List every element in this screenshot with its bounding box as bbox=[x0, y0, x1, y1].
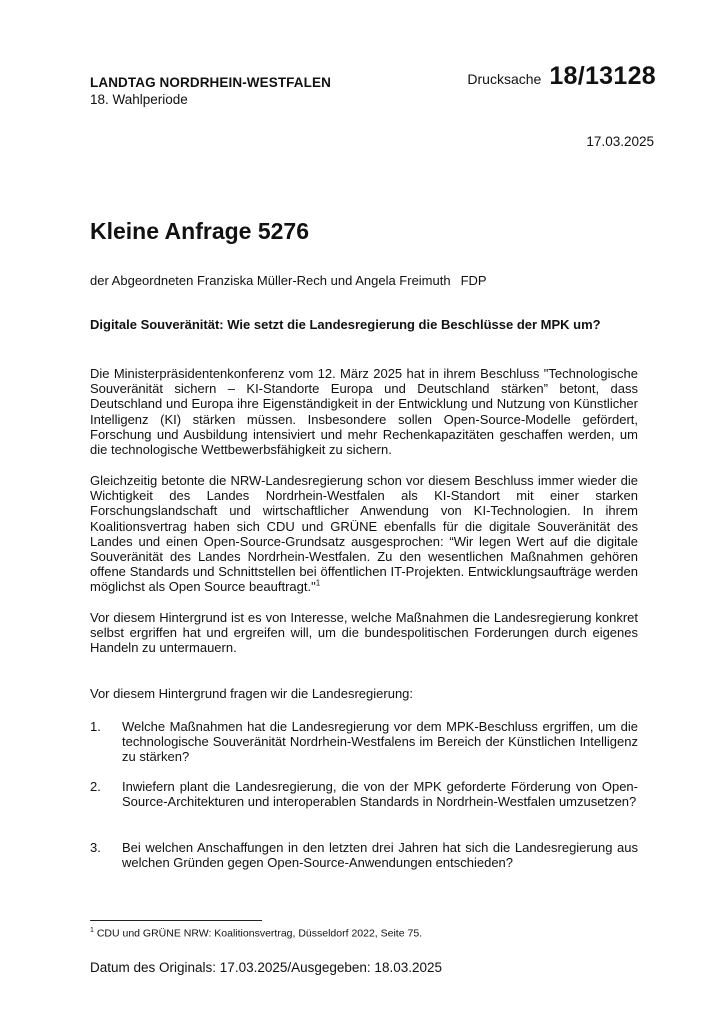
authors-text: der Abgeordneten Franziska Müller-Rech und Angela Freimuth bbox=[90, 273, 451, 288]
election-period: 18. Wahlperiode bbox=[90, 92, 188, 107]
header-left bbox=[90, 74, 331, 108]
print-label: Drucksache bbox=[467, 71, 542, 87]
paragraph-2-text: Gleichzeitig betonte die NRW-Landesregierung schon vor diesem Beschluss immer wieder die Wichtigkeit des Landes Nordrhein-Westfalen als KI-Standort mit einer starken Forschungslandschaft und wirtschaftlicher Anwendung von KI-Technologien. In ihrem Koalitionsvertrag haben sich CDU und GRÜNE ebenfalls für die digitale Souveränität des Landes und einen Open-Source-Grundsatz ausgesprochen: “Wir legen Wert auf die digitale Souveränität des Landes Nordrhein-Westfalen. Zu den wesentlichen Maßnahmen gehören offene Standards und Schnittstellen bei öffentlichen IT-Projekten. Entwicklungsaufträge werden möglichst als Open Source beauftragt." bbox=[90, 473, 638, 595]
question-number: 1. bbox=[90, 719, 101, 734]
question-number: 2. bbox=[90, 779, 101, 794]
footnote-divider bbox=[90, 920, 262, 921]
question-item bbox=[90, 840, 638, 870]
question-number: 3. bbox=[90, 840, 101, 855]
paragraph-3: Vor diesem Hintergrund ist es von Interesse, welche Maßnahmen die Landesregierung konkret selbst ergriffen hat und ergreifen will, um die bundespolitischen Forderungen durch eigenes Handeln zu untermauern. bbox=[90, 610, 638, 656]
question-item bbox=[90, 779, 638, 809]
origin-date-line: Datum des Originals: 17.03.2025/Ausgegeben: 18.03.2025 bbox=[90, 960, 443, 975]
authors-line bbox=[90, 273, 487, 288]
paragraph-2 bbox=[90, 473, 638, 595]
print-number: 18/13128 bbox=[549, 62, 656, 90]
document-date: 17.03.2025 bbox=[586, 134, 654, 149]
page-title: Kleine Anfrage 5276 bbox=[90, 218, 310, 244]
paragraph-1: Die Ministerpräsidentenkonferenz vom 12. März 2025 hat in ihrem Beschluss "Technologische Souveränität sichern – KI-Standorte Europa und Deutschland stärken” betont, dass Deutschland und Europa ihre Eigenständigkeit in der Entwicklung und Nutzung von Künstlicher Intelligenz (KI) stärken müssen. Insbesondere sollen Open-Source-Modelle gefördert, Forschung und Ausbildung intensiviert und mehr Rechenkapazitäten geschaffen werden, um die technologische Wettbewerbsfähigkeit zu sichern. bbox=[90, 366, 638, 458]
parliament-name: LANDTAG NORDRHEIN-WESTFALEN bbox=[90, 75, 331, 90]
question-text: Inwiefern plant die Landesregierung, die von der MPK geforderte Förderung von Open-Source-Architekturen und interoperablen Standards in Nordrhein-Westfalen umzusetzen? bbox=[122, 779, 638, 810]
footnote bbox=[90, 927, 422, 940]
subject-heading: Digitale Souveränität: Wie setzt die Landesregierung die Beschlüsse der MPK um? bbox=[90, 317, 601, 332]
print-reference bbox=[467, 62, 656, 91]
question-item bbox=[90, 719, 638, 765]
footnote-mark: 1 bbox=[90, 927, 94, 934]
question-text: Bei welchen Anschaffungen in den letzten drei Jahren hat sich die Landesregierung aus welchen Gründen gegen Open-Source-Anwendungen entschieden? bbox=[122, 840, 638, 871]
question-text: Welche Maßnahmen hat die Landesregierung vor dem MPK-Beschluss ergriffen, um die technologische Souveränität Nordrhein-Westfalens im Bereich der Künstlichen Intelligenz zu stärken? bbox=[122, 719, 638, 765]
footnote-text: CDU und GRÜNE NRW: Koalitionsvertrag, Düsseldorf 2022, Seite 75. bbox=[96, 927, 423, 940]
footnote-reference: 1 bbox=[315, 579, 321, 589]
party-label: FDP bbox=[460, 273, 487, 288]
questions-intro: Vor diesem Hintergrund fragen wir die Landesregierung: bbox=[90, 686, 414, 701]
